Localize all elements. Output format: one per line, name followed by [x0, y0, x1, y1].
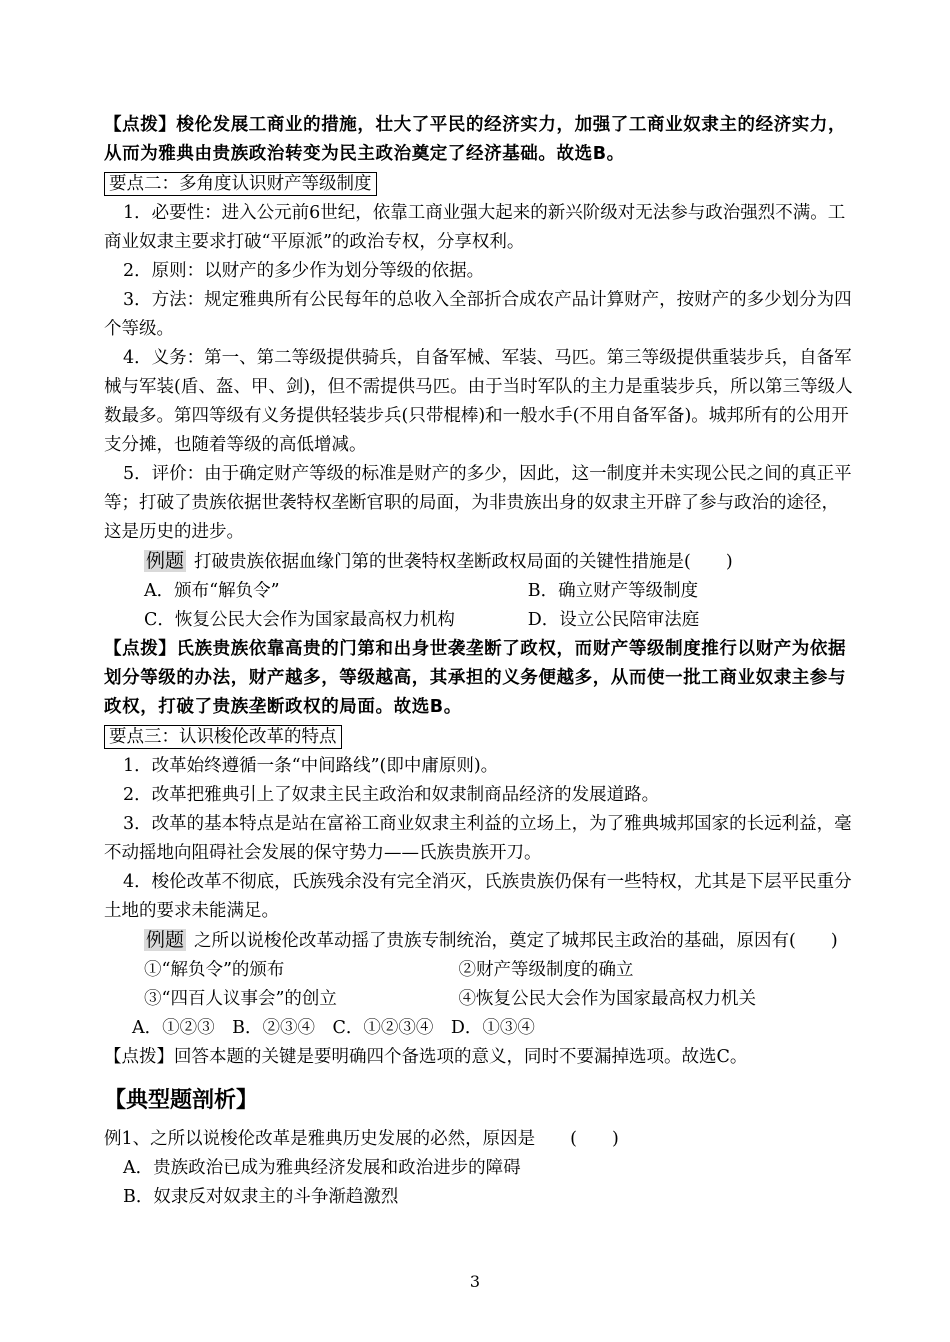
tip-text: 氏族贵族依靠高贵的门第和出身世袭垄断了政权，而财产等级制度推行以财产为依据划分等级的办法，财产越多，等级越高，其承担的义务便越多，从而使一批工商业奴隶主参与政权，打破了贵族垄断政权的局面。故选B。 — [104, 639, 847, 717]
statement-1: ①“解负令”的颁布 — [144, 960, 285, 980]
tip-text: 回答本题的关键是要明确四个备选项的意义，同时不要漏掉选项。故选C。 — [174, 1047, 748, 1067]
question-text: 打破贵族依据血缘门第的世袭特权垄断政权局面的关键性措施是( ) — [194, 552, 733, 572]
point3-item: 3．改革的基本特点是站在富裕工商业奴隶主利益的立场上，为了雅典城邦国家的长远利益，毫不动摇地向阻碍社会发展的保守势力——氏族贵族开刀。 — [104, 814, 852, 863]
example-chip: 例题 — [146, 550, 185, 572]
point2-item: 2．原则：以财产的多少作为划分等级的依据。 — [123, 261, 485, 281]
section-heading-point2: 要点二：多角度认识财产等级制度 — [104, 172, 377, 196]
point3-item: 4．梭伦改革不彻底，氏族残余没有完全消灭，氏族贵族仍保有一些特权，尤其是下层平民重分土地的要求未能满足。 — [104, 872, 852, 921]
point2-item: 4．义务：第一、第二等级提供骑兵，自备军械、军装、马匹。第三等级提供重装步兵，自备军械与军装(盾、盔、甲、剑)，但不需提供马匹。由于当时军队的主力是重装步兵，所以第三等级人数最多。第四等级有义务提供轻装步兵(只带棍棒)和一般水手(不用自备军备)。城邦所有的公用开支分摊，也随着等级的高低增减。 — [104, 348, 853, 455]
section-heading-point3: 要点三：认识梭伦改革的特点 — [104, 725, 342, 749]
example-question — [144, 547, 854, 577]
statement-4: ④恢复公民大会作为国家最高权力机关 — [458, 989, 756, 1009]
options-row — [144, 606, 854, 635]
option-c: C．恢复公民大会作为国家最高权力机构 — [144, 610, 455, 630]
statements-row — [144, 956, 854, 985]
point2-item: 3．方法：规定雅典所有公民每年的总收入全部折合成农产品计算财产，按财产的多少划分为四个等级。 — [104, 290, 852, 339]
options-row — [144, 577, 854, 606]
point3-item: 2．改革把雅典引上了奴隶主民主政治和奴隶制商品经济的发展道路。 — [123, 785, 660, 805]
statements-row — [144, 985, 854, 1014]
tip-paragraph — [104, 1043, 854, 1072]
tip-text: 梭伦发展工商业的措施，壮大了平民的经济实力，加强了工商业奴隶主的经济实力，从而为雅典由贵族政治转变为民主政治奠定了经济基础。故选B。 — [104, 115, 847, 164]
example-question — [104, 926, 854, 956]
example-chip: 例题 — [146, 929, 185, 951]
question-text: 之所以说梭伦改革动摇了贵族专制统治，奠定了城邦民主政治的基础，原因有( ) — [194, 931, 838, 951]
option-a: A．颁布“解负令” — [144, 581, 280, 601]
tip-tag: 【点拨】 — [104, 639, 177, 659]
option-d: D．设立公民陪审法庭 — [527, 610, 700, 630]
answer-options: A．①②③ B．②③④ C．①②③④ D．①③④ — [132, 1018, 535, 1038]
statement-2: ②财产等级制度的确立 — [458, 960, 634, 980]
option-b: B．确立财产等级制度 — [527, 581, 699, 601]
main-content — [104, 111, 854, 1212]
example-1-option-a: A．贵族政治已成为雅典经济发展和政治进步的障碍 — [123, 1158, 521, 1178]
example-1-question: 例1、之所以说梭伦改革是雅典历史发展的必然，原因是 ( ) — [104, 1129, 619, 1149]
tip-paragraph — [104, 111, 854, 169]
example-1-option-b: B．奴隶反对奴隶主的斗争渐趋激烈 — [123, 1187, 399, 1207]
point2-item: 5．评价：由于确定财产等级的标准是财产的多少，因此，这一制度并未实现公民之间的真正平等；打破了贵族依据世袭特权垄断官职的局面，为非贵族出身的奴隶主开辟了参与政治的途径，这是历史的进步。 — [104, 464, 852, 542]
section-title: 【典型题剖析】 — [104, 1088, 259, 1113]
tip-tag: 【点拨】 — [104, 115, 177, 135]
page-number: 3 — [469, 1272, 481, 1291]
point2-item: 1．必要性：进入公元前6世纪，依靠工商业强大起来的新兴阶级对无法参与政治强烈不满。工商业奴隶主要求打破“平原派”的政治专权，分享权利。 — [104, 203, 846, 252]
tip-paragraph — [104, 635, 854, 722]
statement-3: ③“四百人议事会”的创立 — [144, 989, 337, 1009]
point3-item: 1．改革始终遵循一条“中间路线”(即中庸原则)。 — [123, 756, 499, 776]
tip-tag: 【点拨】 — [104, 1047, 174, 1067]
